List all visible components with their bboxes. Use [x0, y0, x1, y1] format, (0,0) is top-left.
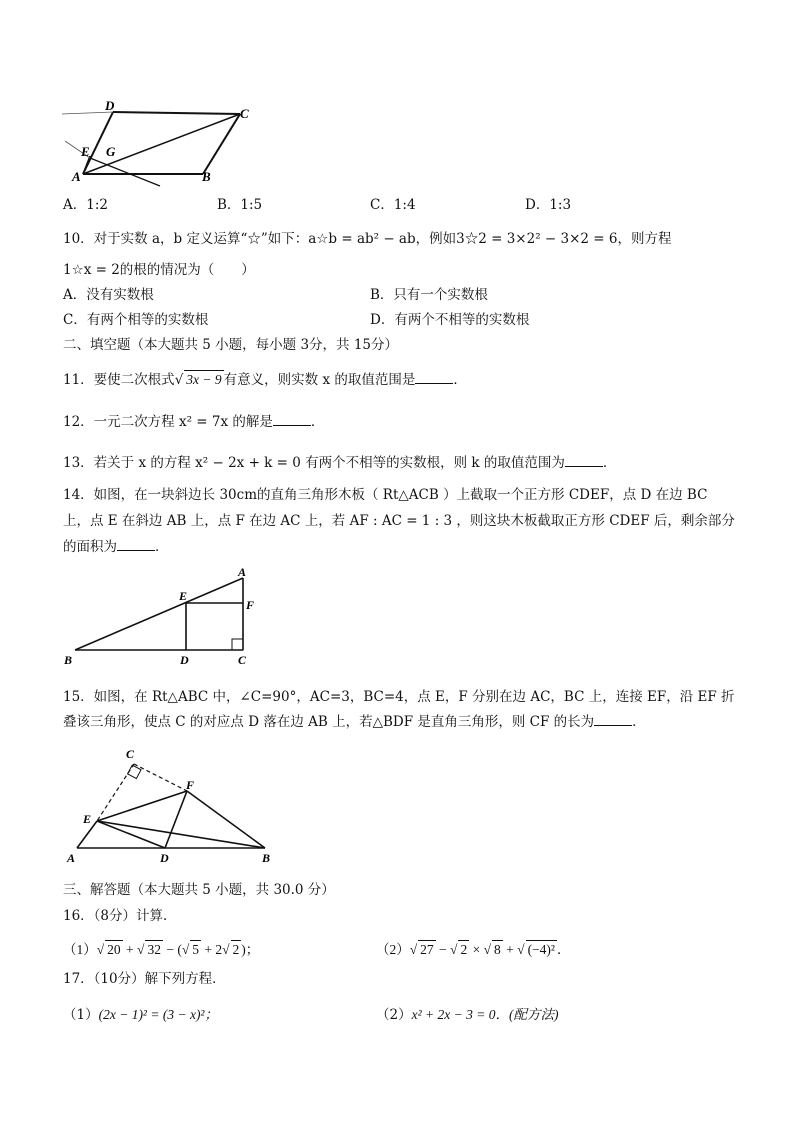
q17-p1-label: （1）	[63, 1007, 99, 1023]
q9-option-b	[217, 196, 262, 214]
q9-option-b-key: B．	[217, 197, 241, 213]
q16-p1-r3: 5	[192, 942, 199, 957]
q10-option-a	[63, 286, 154, 304]
sqrt-symbol: √	[174, 372, 184, 388]
fig14-label-e: E	[179, 589, 188, 603]
fig15-dashed-cf	[134, 764, 187, 791]
q10-option-d	[370, 311, 529, 329]
fig9-line-dc	[113, 112, 240, 114]
fig15-line-fd	[165, 791, 187, 848]
q16-p1-minus: − (	[162, 942, 182, 957]
fig9-line-eb	[90, 158, 160, 186]
section-2-heading: 二、填空题（本大题共 5 小题，每小题 3分，共 15分）	[63, 337, 399, 353]
fig15-label-a: A	[67, 851, 76, 865]
q17-p1-text: (2x − 1)² = (3 − x)²；	[98, 1007, 218, 1022]
fig15-label-b: B	[262, 851, 271, 865]
q9-option-d-key: D．	[525, 197, 550, 213]
fig9-label-d: D	[105, 98, 115, 113]
q9-option-c-text: 1:4	[393, 197, 416, 213]
fig14-label-d: D	[180, 653, 189, 667]
q15-end: ．	[632, 714, 646, 730]
q16-p1-close: )；	[241, 942, 260, 957]
q9-option-d-text: 1:3	[549, 197, 572, 213]
section-3-heading: 三、解答题（本大题共 5 小题，共 30.0 分）	[63, 882, 335, 898]
q15-answer-blank[interactable]	[594, 713, 632, 726]
q17-p2-label: （2）	[376, 1007, 412, 1023]
q16-p2-end: ．	[556, 942, 571, 957]
fig9-label-g: G	[106, 144, 116, 159]
q16-p2-plus: +	[502, 942, 518, 957]
q16-p1-label: （1）	[63, 942, 97, 957]
q13-answer-blank[interactable]	[565, 454, 603, 467]
q15-line2	[63, 713, 646, 731]
q13	[63, 454, 616, 472]
q10-option-d-key: D．	[370, 312, 395, 328]
q16-p1-r4: 2	[232, 942, 240, 957]
q16-p2-r1: 27	[420, 942, 434, 957]
q10-option-b-text: 只有一个实数根	[393, 287, 488, 303]
q11-end: ．	[453, 372, 467, 388]
sqrt-symbol: √	[450, 942, 458, 957]
q14-end: ．	[155, 539, 169, 555]
sqrt-symbol: √	[409, 942, 418, 957]
q16-p2-r2: 2	[460, 942, 468, 957]
fig15-line-ed	[97, 821, 165, 848]
sqrt-symbol: √	[96, 942, 105, 957]
q10-option-c	[63, 311, 208, 329]
sqrt-symbol: √	[137, 942, 145, 957]
q10-option-a-text: 没有实数根	[86, 287, 154, 303]
q12-answer-blank[interactable]	[273, 413, 311, 426]
q16-p1-r1: 20	[107, 942, 121, 957]
figure-q15-folded-triangle	[62, 744, 282, 866]
q16-title: 16．（8分）计算．	[63, 908, 177, 924]
sqrt-symbol: √	[181, 942, 190, 957]
q16-p2-minus: −	[435, 942, 451, 957]
q13-end: ．	[602, 455, 617, 471]
sqrt-symbol: √	[483, 942, 492, 957]
fig15-label-c: C	[126, 747, 135, 761]
fig15-line-fb	[187, 791, 265, 848]
q11-post: 有意义，则实数 x 的取值范围是	[223, 372, 416, 388]
q12	[63, 413, 324, 431]
q11-pre: 11．要使二次根式	[63, 372, 175, 388]
q9-option-c	[370, 196, 416, 214]
q13-pre: 13．若关于 x 的方程 x² − 2x + k = 0 有两个不相等的实数根，则 k 的取值范围为	[63, 455, 565, 471]
q12-pre: 12．一元二次方程 x² = 7x 的解是	[63, 414, 273, 430]
q10-option-b	[370, 286, 488, 304]
q10-line2: 1☆x = 2的根的情况为（ ）	[63, 262, 255, 278]
q10-line1: 10．对于实数 a，b 定义运算“☆”如下：a☆b = ab² − ab，例如3☆2 = 3×2² − 3×2 = 6，则方程	[63, 231, 672, 247]
fig9-label-a: A	[72, 169, 81, 184]
q9-option-b-text: 1:5	[240, 197, 263, 213]
fig15-line-eb	[97, 821, 265, 848]
fig14-label-b: B	[64, 653, 73, 667]
q9-option-a-text: 1:2	[86, 197, 108, 213]
q10-option-b-key: B．	[370, 287, 394, 303]
q16-part1	[63, 940, 259, 959]
q15-line1: 15．如图，在 Rt△ABC 中，∠C=90°，AC=3，BC=4，点 E，F 分别在边 AC，BC 上，连接 EF，沿 EF 折	[63, 689, 735, 705]
fig14-label-f: F	[246, 598, 255, 612]
figure-q14-right-triangle	[60, 566, 280, 670]
fig9-label-c: C	[240, 106, 249, 121]
q16-p1-plus2: + 2	[201, 942, 223, 957]
fig15-label-f: F	[186, 778, 195, 792]
q16-p2-r4: (−4)²	[527, 942, 555, 957]
sqrt-symbol: √	[517, 942, 525, 957]
fig14-label-a: A	[238, 565, 247, 579]
q9-option-a	[63, 196, 108, 214]
q12-end: ．	[310, 414, 325, 430]
q16-p1-plus: +	[122, 942, 138, 957]
fig14-label-c: C	[238, 653, 247, 667]
q9-option-c-key: C．	[370, 197, 394, 213]
fig9-label-e: E	[81, 144, 90, 159]
q16-p2-label: （2）	[376, 942, 410, 957]
fig15-line-ef	[97, 791, 187, 821]
q14-line1: 14．如图，在一块斜边长 30cm的直角三角形木板（ Rt△ACB ）上截取一个正方形 CDEF，点 D 在边 BC	[63, 487, 708, 503]
q15-line2-text: 叠该三角形，使点 C 的对应点 D 落在边 AB 上，若△BDF 是直角三角形，则 CF 的长为	[63, 714, 595, 730]
q11	[63, 370, 467, 389]
sqrt-symbol: √	[222, 942, 230, 957]
q10-option-c-key: C．	[63, 312, 87, 328]
q11-radicand: 3x − 9	[186, 372, 222, 387]
fig9-line-cb	[203, 114, 240, 174]
q17-title: 17．（10分）解下列方程．	[63, 971, 226, 987]
q16-p1-r2: 32	[147, 942, 161, 957]
q14-line3-text: 的面积为	[63, 539, 117, 555]
q9-option-a-key: A．	[63, 197, 87, 213]
q16-p2-times: ×	[469, 942, 484, 957]
q17-part2	[376, 1006, 558, 1024]
q16-part2	[376, 940, 570, 959]
q14-line2: 上，点 E 在斜边 AB 上，点 F 在边 AC 上，若 AF : AC = 1 : 3 ，则这块木板截取正方形 CDEF 后，剩余部分	[63, 513, 735, 529]
fig15-label-d: D	[160, 851, 169, 865]
q10-option-d-text: 有两个不相等的实数根	[394, 312, 530, 328]
fig9-label-b: B	[202, 169, 211, 184]
q17-p2-text: x² + 2x − 3 = 0．(配方法)	[411, 1007, 559, 1022]
q17-part1	[63, 1006, 218, 1024]
q14-line3	[63, 538, 169, 556]
q16-p2-r3: 8	[494, 942, 501, 957]
fig14-right-angle-mark	[232, 639, 243, 650]
q11-answer-blank[interactable]	[415, 371, 453, 384]
fig15-label-e: E	[83, 812, 92, 826]
q14-answer-blank[interactable]	[117, 538, 155, 551]
figure-q9-parallelogram	[60, 96, 260, 186]
q10-option-c-text: 有两个相等的实数根	[86, 312, 209, 328]
q10-option-a-key: A．	[63, 287, 87, 303]
fig14-line-ab	[75, 578, 243, 650]
q9-option-d	[525, 196, 571, 214]
